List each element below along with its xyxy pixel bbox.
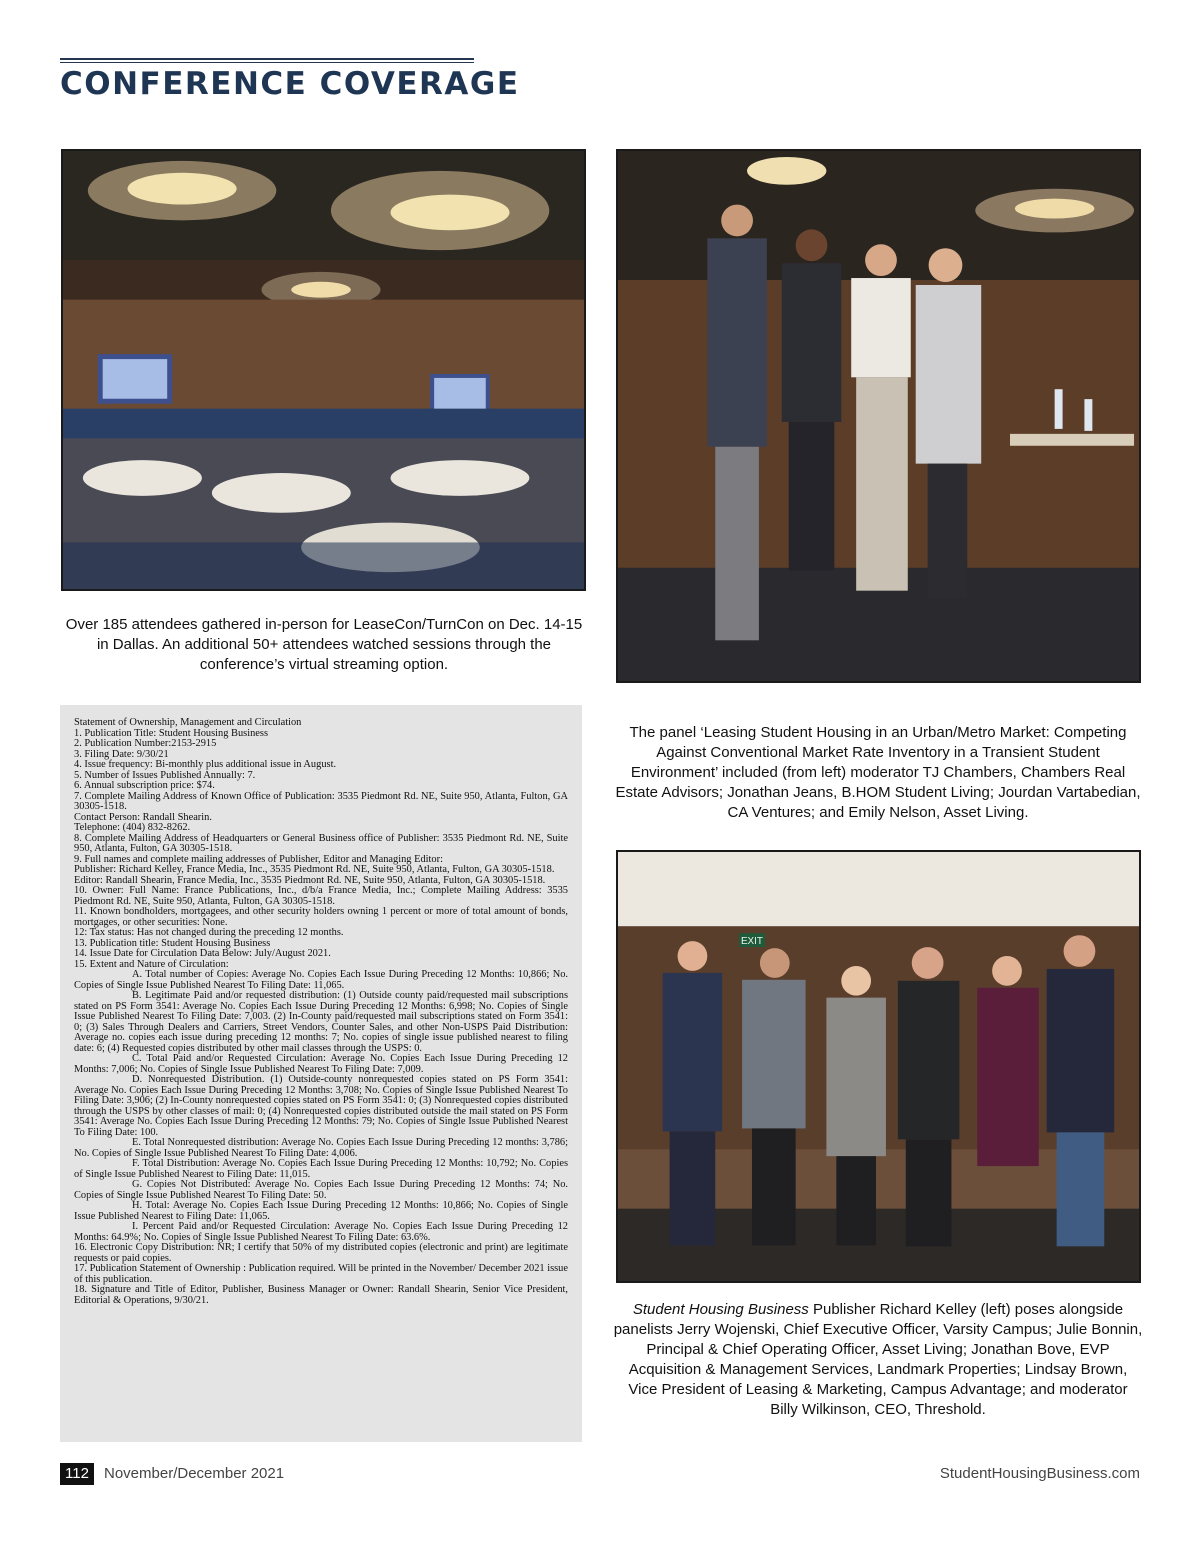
circulation-item: A. Total number of Copies: Average No. Copies Each Issue During Preceding 12 Months: 10,866; No. Copies of Single Issue Published Nearest To Filing Date: 11,065. xyxy=(74,969,568,991)
statement-line: Publisher: Richard Kelley, France Media, Inc., 3535 Piedmont Rd. NE, Suite 950, Atlanta, Fulton, GA 30305-1518. xyxy=(74,864,555,875)
statement-line: 9. Full names and complete mailing addresses of Publisher, Editor and Managing Editor: xyxy=(74,853,443,865)
statement-line: 2. Publication Number:2153-2915 xyxy=(74,738,217,749)
panel-six-photo xyxy=(616,850,1141,1283)
statement-line: 7. Complete Mailing Address of Known Office of Publication: 3535 Piedmont Rd. NE, Suite 950, Atlanta, Fulton, GA 30305-1518. xyxy=(74,790,568,812)
panel-six-caption xyxy=(613,1300,1143,1420)
ballroom-photo xyxy=(61,149,586,591)
website-link[interactable]: StudentHousingBusiness.com xyxy=(939,1465,1140,1482)
panel-four-caption: The panel ‘Leasing Student Housing in an Urban/Metro Market: Competing Against Conventional Market Rate Inventory in a Transient Student Environment’ included (from left) moderator TJ Chambers, Chambers Real Estate Advisors; Jonathan Jeans, B.HOM Student Living; Jourdan Vartabedian, CA Ventures; and Emily Nelson, Asset Living. xyxy=(615,724,1141,821)
publication-name: Student Housing Business xyxy=(632,1301,809,1318)
statement-line: Statement of Ownership, Management and Circulation xyxy=(74,717,302,728)
statement-line: 17. Publication Statement of Ownership : Publication required. Will be printed in the November/ December 2021 issue of this publication. xyxy=(74,1263,568,1285)
ballroom-caption: Over 185 attendees gathered in-person for LeaseCon/TurnCon on Dec. 14-15 in Dallas. An additional 50+ attendees watched sessions through the conference’s virtual streaming option. xyxy=(65,616,583,673)
panel-six-caption-text: Publisher Richard Kelley (left) poses alongside panelists Jerry Wojenski, Chief Executive Officer, Varsity Campus; Julie Bonnin, Principal & Chief Operating Officer, Asset Living; Jonathan Bove, EVP Acquisition & Management Services, Landmark Properties; Lindsay Brown, Vice President of Leasing & Marketing, Campus Advantage; and moderator Billy Wilkinson, CEO, Threshold. xyxy=(613,1301,1143,1418)
circulation-item: B. Legitimate Paid and/or requested distribution: (1) Outside county paid/requested mail subscriptions stated on PS Form 3541: Average No. Copies Each Issue During Preceding 12 Months: 6,998; No. Copies of Single Issue Published Nearest To Filing Date: 7,003. (2) In-County paid/requested mail subscriptions stated on Form 3541: 0; (3) Sales Through Dealers and Carriers, Street Vendors, Counter Sales, and other Non-USPS Paid Distribution: Average no. copies each issue during preceding 12 months: 7; No. copies of single issue published nearest to filing date: 6; (4) Requested copies distributed by other mail classes through the USPS: 0. xyxy=(74,990,568,1054)
circulation-item: H. Total: Average No. Copies Each Issue During Preceding 12 Months: 10,866; No. Copies of Single Issue Published Nearest to Filing Date: 11,065. xyxy=(74,1200,568,1222)
circulation-item: F. Total Distribution: Average No. Copies Each Issue During Preceding 12 Months: 10,792; No. Copies of Single Issue Published Nearest to Filing Date: 11,015. xyxy=(74,1158,568,1180)
header-rule-bottom xyxy=(60,62,474,63)
statement-line: 6. Annual subscription price: $74. xyxy=(74,780,215,791)
statement-line: Telephone: (404) 832-8262. xyxy=(74,822,191,833)
statement-line: 14. Issue Date for Circulation Data Below: July/August 2021. xyxy=(74,948,331,959)
issue-date: November/December 2021 xyxy=(104,1465,285,1482)
circulation-item: I. Percent Paid and/or Requested Circulation: Average No. Copies Each Issue During Preceding 12 Months: 64.9%; No. Copies of Single Issue Published Nearest To Filing Date: 63.6%. xyxy=(74,1221,568,1243)
statement-line: 3. Filing Date: 9/30/21 xyxy=(74,748,169,760)
exit-sign: EXIT xyxy=(740,936,763,948)
header-rule-top xyxy=(60,58,474,60)
circulation-item: G. Copies Not Distributed: Average No. Copies Each Issue During Preceding 12 Months: 74; No. Copies of Single Issue Published Nearest To Filing Date: 50. xyxy=(74,1179,568,1201)
statement-line: 4. Issue frequency: Bi-monthly plus additional issue in August. xyxy=(74,759,337,770)
statement-line: Editor: Randall Shearin, France Media, Inc., 3535 Piedmont Rd. NE, Suite 950, Atlanta, Fulton, GA 30305-1518. xyxy=(74,874,546,886)
statement-line: 10. Owner: Full Name: France Publications, Inc., d/b/a France Media, Inc.; Complete Mailing Address: 3535 Piedmont Rd. NE, Suite 950, Atlanta, Fulton, GA 30305-1518. xyxy=(74,885,568,907)
statement-line: 15. Extent and Nature of Circulation: xyxy=(74,958,229,970)
circulation-item: D. Nonrequested Distribution. (1) Outside-county nonrequested copies stated on PS Form 3541: Average No. Copies Each Issue During Preceding 12 Months: 3,708; No. Copies of Single Issue Published Nearest To Filing Date: 3,906; (2) In-County nonrequested copies stated on PS Form 3541: 0; (3) Nonrequested copies distributed through the USPS by other classes of mail: 0; (4) Nonrequested copies distributed outside the mail stated on PS Form 3541: Average No. Copies Each Issue During Preceding 12 Months: 79; No. Copies of Single Issue Published Nearest To Filing Date: 100. xyxy=(74,1074,568,1138)
page-number: 112 xyxy=(60,1463,94,1485)
panel-four-photo xyxy=(616,149,1141,683)
statement-line: 12: Tax status: Has not changed during the preceding 12 months. xyxy=(74,927,344,938)
section-title: CONFERENCE COVERAGE xyxy=(60,66,520,102)
statement-line: 13. Publication title: Student Housing Business xyxy=(74,937,271,949)
circulation-item: E. Total Nonrequested distribution: Average No. Copies Each Issue During Preceding 12 months: 3,786; No. Copies of Single Issue Published Nearest To Filing Date: 4,006. xyxy=(74,1137,568,1159)
statement-line: 18. Signature and Title of Editor, Publisher, Business Manager or Owner: Randall Shearin, Senior Vice President, Editorial & Operations, 9/30/21. xyxy=(74,1284,568,1306)
statement-of-ownership xyxy=(60,705,582,1442)
statement-line: 11. Known bondholders, mortgagees, and other security holders owning 1 percent or more of total amount of bonds, mortgages, or other securities: None. xyxy=(74,906,568,928)
statement-line: 5. Number of Issues Published Annually: 7. xyxy=(74,769,256,781)
statement-line: 8. Complete Mailing Address of Headquarters or General Business office of Publisher: 3535 Piedmont Rd. NE, Suite 950, Atlanta, Fulton, GA 30305-1518. xyxy=(74,832,568,854)
statement-line: 16. Electronic Copy Distribution: NR; I certify that 50% of my distributed copies (electronic and print) are legitimate requests or paid copies. xyxy=(74,1242,568,1264)
statement-line: 1. Publication Title: Student Housing Business xyxy=(74,727,268,739)
circulation-item: C. Total Paid and/or Requested Circulation: Average No. Copies Each Issue During Preceding 12 Months: 7,006; No. Copies of Single Issue Published Nearest To Filing Date: 7,009. xyxy=(74,1053,568,1075)
statement-line: Contact Person: Randall Shearin. xyxy=(74,811,212,823)
